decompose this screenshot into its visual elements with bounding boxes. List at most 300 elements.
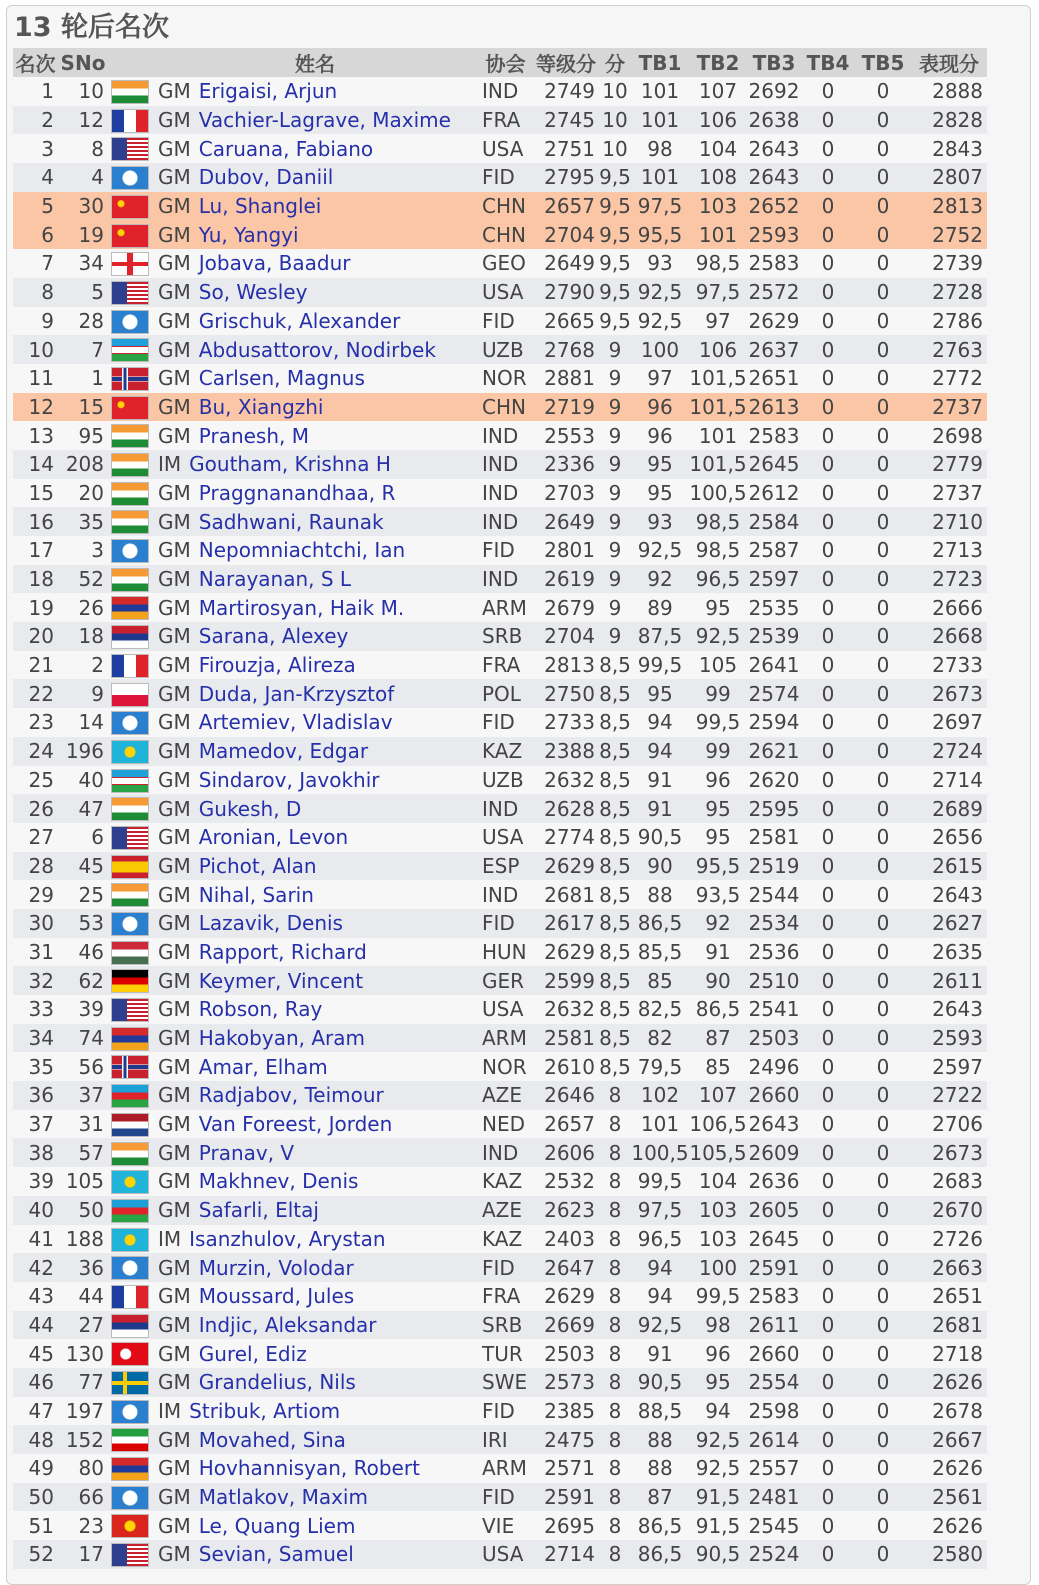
player-name-link[interactable]: Indjic, Aleksandar bbox=[198, 1312, 377, 1337]
column-header[interactable]: 名次 bbox=[13, 48, 58, 77]
federation-cell: AZE bbox=[478, 1196, 533, 1225]
flag-cell bbox=[108, 192, 152, 221]
rank-cell: 19 bbox=[13, 593, 58, 622]
flag-cell bbox=[108, 1511, 152, 1540]
player-cell bbox=[152, 278, 478, 307]
rating-cell: 2591 bbox=[533, 1483, 599, 1512]
federation-cell: TUR bbox=[478, 1339, 533, 1368]
tb5-cell: 0 bbox=[855, 307, 911, 336]
player-title: GM bbox=[158, 1284, 191, 1309]
rating-cell: 2669 bbox=[533, 1311, 599, 1340]
sno-cell: 80 bbox=[58, 1454, 108, 1483]
rating-cell: 2649 bbox=[533, 249, 599, 278]
tb4-cell: 0 bbox=[801, 536, 855, 565]
column-header[interactable]: SNo bbox=[58, 48, 108, 77]
tb5-cell: 0 bbox=[855, 679, 911, 708]
sno-cell: 46 bbox=[58, 938, 108, 967]
usa-flag bbox=[111, 826, 149, 850]
sno-cell: 56 bbox=[58, 1052, 108, 1081]
player-cell bbox=[152, 479, 478, 508]
sno-cell: 57 bbox=[58, 1138, 108, 1167]
player-name-link[interactable]: Nihal, Sarin bbox=[198, 882, 314, 907]
kazakhstan-flag bbox=[111, 740, 149, 764]
tb4-cell: 0 bbox=[801, 966, 855, 995]
table-row[interactable] bbox=[13, 450, 987, 479]
turkey-flag bbox=[111, 1342, 149, 1366]
flag-cell bbox=[108, 708, 152, 737]
tb5-cell: 0 bbox=[855, 364, 911, 393]
tb5-cell: 0 bbox=[855, 622, 911, 651]
tb1-cell: 101 bbox=[631, 163, 689, 192]
rating-cell: 2336 bbox=[533, 450, 599, 479]
player-name-link[interactable]: Artemiev, Vladislav bbox=[198, 710, 393, 735]
tb5-cell: 0 bbox=[855, 1397, 911, 1426]
rating-cell: 2617 bbox=[533, 909, 599, 938]
federation-cell: KAZ bbox=[478, 737, 533, 766]
tb5-cell: 0 bbox=[855, 1225, 911, 1254]
table-row[interactable] bbox=[13, 909, 987, 938]
table-row[interactable] bbox=[13, 1167, 987, 1196]
norway-flag bbox=[111, 1055, 149, 1079]
performance-cell: 2670 bbox=[911, 1196, 987, 1225]
column-header[interactable] bbox=[108, 48, 152, 77]
player-title: GM bbox=[158, 108, 191, 133]
player-title: IM bbox=[158, 1398, 182, 1423]
table-row[interactable] bbox=[13, 708, 987, 737]
performance-cell: 2763 bbox=[911, 335, 987, 364]
tb2-cell: 101,5 bbox=[689, 364, 747, 393]
column-header[interactable]: TB3 bbox=[747, 48, 801, 77]
tb3-cell: 2612 bbox=[747, 479, 801, 508]
rating-cell: 2795 bbox=[533, 163, 599, 192]
tb4-cell: 0 bbox=[801, 909, 855, 938]
flag-cell bbox=[108, 1540, 152, 1569]
tb3-cell: 2611 bbox=[747, 1311, 801, 1340]
table-row[interactable] bbox=[13, 1483, 987, 1512]
player-name-link[interactable]: Pichot, Alan bbox=[198, 853, 317, 878]
player-cell bbox=[152, 536, 478, 565]
player-name-link[interactable]: Aronian, Levon bbox=[198, 825, 349, 850]
federation-cell: SRB bbox=[478, 622, 533, 651]
player-name-link[interactable]: Safarli, Eltaj bbox=[198, 1198, 319, 1223]
player-name-link[interactable]: Makhnev, Denis bbox=[198, 1169, 359, 1194]
points-cell: 8 bbox=[599, 1253, 631, 1282]
points-cell: 9 bbox=[599, 450, 631, 479]
player-name-link[interactable]: Narayanan, S L bbox=[198, 567, 352, 592]
player-name-link[interactable]: Hakobyan, Aram bbox=[198, 1026, 365, 1051]
tb5-cell: 0 bbox=[855, 106, 911, 135]
player-name-link[interactable]: Gukesh, D bbox=[198, 796, 302, 821]
fide-flag bbox=[111, 912, 149, 936]
rating-cell: 2714 bbox=[533, 1540, 599, 1569]
points-cell: 8,5 bbox=[599, 794, 631, 823]
table-row[interactable] bbox=[13, 880, 987, 909]
sno-cell: 18 bbox=[58, 622, 108, 651]
federation-cell: UZB bbox=[478, 335, 533, 364]
table-row[interactable] bbox=[13, 507, 987, 536]
table-row[interactable] bbox=[13, 249, 987, 278]
player-name-link[interactable]: Duda, Jan-Krzysztof bbox=[198, 681, 395, 706]
player-name-link[interactable]: Radjabov, Teimour bbox=[198, 1083, 384, 1108]
fide-flag bbox=[111, 1486, 149, 1510]
federation-cell: POL bbox=[478, 679, 533, 708]
table-row[interactable] bbox=[13, 1511, 987, 1540]
tb3-cell: 2621 bbox=[747, 737, 801, 766]
table-row[interactable] bbox=[13, 823, 987, 852]
table-row[interactable] bbox=[13, 1454, 987, 1483]
player-name-link[interactable]: Lazavik, Denis bbox=[198, 911, 343, 936]
rank-cell: 35 bbox=[13, 1052, 58, 1081]
table-row[interactable] bbox=[13, 479, 987, 508]
tb3-cell: 2609 bbox=[747, 1138, 801, 1167]
column-header[interactable]: 姓名 bbox=[152, 48, 478, 77]
player-name-link[interactable]: Amar, Elham bbox=[198, 1054, 328, 1079]
tb3-cell: 2581 bbox=[747, 823, 801, 852]
performance-cell: 2724 bbox=[911, 737, 987, 766]
player-name-link[interactable]: Yu, Yangyi bbox=[198, 222, 299, 247]
table-row[interactable] bbox=[13, 593, 987, 622]
player-title: GM bbox=[158, 1485, 191, 1510]
tb3-cell: 2583 bbox=[747, 1282, 801, 1311]
player-name-link[interactable]: Keymer, Vincent bbox=[198, 968, 364, 993]
flag-cell bbox=[108, 1311, 152, 1340]
player-name-link[interactable]: Robson, Ray bbox=[198, 997, 323, 1022]
player-cell bbox=[152, 1483, 478, 1512]
tb2-cell: 98,5 bbox=[689, 507, 747, 536]
player-name-link[interactable]: Firouzja, Alireza bbox=[198, 653, 356, 678]
player-name-link[interactable]: Movahed, Sina bbox=[198, 1427, 346, 1452]
tb4-cell: 0 bbox=[801, 479, 855, 508]
rating-cell: 2475 bbox=[533, 1425, 599, 1454]
table-row[interactable] bbox=[13, 1138, 987, 1167]
tb5-cell: 0 bbox=[855, 1167, 911, 1196]
player-name-link[interactable]: Sadhwani, Raunak bbox=[198, 509, 384, 534]
points-cell: 8,5 bbox=[599, 852, 631, 881]
flag-cell bbox=[108, 1253, 152, 1282]
table-row[interactable] bbox=[13, 421, 987, 450]
player-title: GM bbox=[158, 1370, 191, 1395]
table-row[interactable] bbox=[13, 220, 987, 249]
rank-cell: 40 bbox=[13, 1196, 58, 1225]
tb1-cell: 90,5 bbox=[631, 1368, 689, 1397]
tb1-cell: 87,5 bbox=[631, 622, 689, 651]
tb2-cell: 103 bbox=[689, 1225, 747, 1254]
tb3-cell: 2594 bbox=[747, 708, 801, 737]
tb3-cell: 2572 bbox=[747, 278, 801, 307]
table-row[interactable] bbox=[13, 565, 987, 594]
player-cell bbox=[152, 364, 478, 393]
player-name-link[interactable]: Carlsen, Magnus bbox=[198, 366, 365, 391]
tb1-cell: 85 bbox=[631, 966, 689, 995]
player-name-link[interactable]: Grischuk, Alexander bbox=[198, 308, 401, 333]
player-name-link[interactable]: Sarana, Alexey bbox=[198, 624, 349, 649]
performance-cell: 2683 bbox=[911, 1167, 987, 1196]
player-name-link[interactable]: Hovhannisyan, Robert bbox=[198, 1456, 420, 1481]
player-title: GM bbox=[158, 710, 191, 735]
player-name-link[interactable]: Bu, Xiangzhi bbox=[198, 394, 324, 419]
player-name-link[interactable]: Rapport, Richard bbox=[198, 939, 367, 964]
performance-cell: 2681 bbox=[911, 1311, 987, 1340]
table-row[interactable] bbox=[13, 737, 987, 766]
rating-cell: 2774 bbox=[533, 823, 599, 852]
player-cell bbox=[152, 1282, 478, 1311]
player-name-link[interactable]: Lu, Shanglei bbox=[198, 194, 322, 219]
tb2-cell: 105,5 bbox=[689, 1138, 747, 1167]
table-row[interactable] bbox=[13, 106, 987, 135]
federation-cell: NOR bbox=[478, 364, 533, 393]
tb5-cell: 0 bbox=[855, 249, 911, 278]
table-row[interactable] bbox=[13, 1196, 987, 1225]
tb1-cell: 101 bbox=[631, 77, 689, 106]
armenia-flag bbox=[111, 596, 149, 620]
rating-cell: 2581 bbox=[533, 1024, 599, 1053]
player-name-link[interactable]: Murzin, Volodar bbox=[198, 1255, 354, 1280]
rating-cell: 2657 bbox=[533, 192, 599, 221]
federation-cell: FID bbox=[478, 1253, 533, 1282]
table-row[interactable] bbox=[13, 77, 987, 106]
federation-cell: FRA bbox=[478, 106, 533, 135]
tb3-cell: 2544 bbox=[747, 880, 801, 909]
tb2-cell: 99 bbox=[689, 679, 747, 708]
player-title: GM bbox=[158, 939, 191, 964]
tb4-cell: 0 bbox=[801, 593, 855, 622]
table-row[interactable] bbox=[13, 1052, 987, 1081]
sno-cell: 197 bbox=[58, 1397, 108, 1426]
table-row[interactable] bbox=[13, 651, 987, 680]
table-row[interactable] bbox=[13, 163, 987, 192]
table-row[interactable] bbox=[13, 1540, 987, 1569]
player-cell bbox=[152, 593, 478, 622]
table-row[interactable] bbox=[13, 192, 987, 221]
rating-cell: 2629 bbox=[533, 938, 599, 967]
column-header[interactable]: TB4 bbox=[801, 48, 855, 77]
france-flag bbox=[111, 1285, 149, 1309]
player-name-link[interactable]: Mamedov, Edgar bbox=[198, 739, 369, 764]
column-header[interactable]: TB5 bbox=[855, 48, 911, 77]
flag-cell bbox=[108, 249, 152, 278]
flag-cell bbox=[108, 1110, 152, 1139]
player-name-link[interactable]: Nepomniachtchi, Ian bbox=[198, 538, 406, 563]
table-row[interactable] bbox=[13, 1081, 987, 1110]
performance-cell: 2643 bbox=[911, 880, 987, 909]
india-flag bbox=[111, 510, 149, 534]
rating-cell: 2881 bbox=[533, 364, 599, 393]
player-name-link[interactable]: Matlakov, Maxim bbox=[198, 1485, 368, 1510]
player-cell bbox=[152, 909, 478, 938]
column-header[interactable]: 表现分 bbox=[911, 48, 987, 77]
table-row[interactable] bbox=[13, 766, 987, 795]
player-name-link[interactable]: Pranav, V bbox=[198, 1140, 295, 1165]
points-cell: 8 bbox=[599, 1225, 631, 1254]
performance-cell: 2689 bbox=[911, 794, 987, 823]
tb5-cell: 0 bbox=[855, 1311, 911, 1340]
tb4-cell: 0 bbox=[801, 220, 855, 249]
federation-cell: USA bbox=[478, 134, 533, 163]
table-row[interactable] bbox=[13, 679, 987, 708]
table-row[interactable] bbox=[13, 536, 987, 565]
player-cell bbox=[152, 938, 478, 967]
netherlands-flag bbox=[111, 1113, 149, 1137]
points-cell: 9 bbox=[599, 536, 631, 565]
flag-cell bbox=[108, 1138, 152, 1167]
page-title: 13 轮后名次 bbox=[14, 12, 169, 43]
table-row[interactable] bbox=[13, 335, 987, 364]
player-name-link[interactable]: Gurel, Ediz bbox=[198, 1341, 307, 1366]
player-cell bbox=[152, 507, 478, 536]
table-row[interactable] bbox=[13, 966, 987, 995]
player-title: GM bbox=[158, 1255, 191, 1280]
table-row[interactable] bbox=[13, 1253, 987, 1282]
player-name-link[interactable]: Stribuk, Artiom bbox=[189, 1398, 341, 1423]
sno-cell: 62 bbox=[58, 966, 108, 995]
tb4-cell: 0 bbox=[801, 1138, 855, 1167]
performance-cell: 2673 bbox=[911, 679, 987, 708]
tb5-cell: 0 bbox=[855, 593, 911, 622]
table-row[interactable] bbox=[13, 1110, 987, 1139]
tb4-cell: 0 bbox=[801, 823, 855, 852]
table-row[interactable] bbox=[13, 393, 987, 422]
tb1-cell: 79,5 bbox=[631, 1052, 689, 1081]
player-name-link[interactable]: Erigaisi, Arjun bbox=[198, 79, 338, 104]
table-row[interactable] bbox=[13, 1282, 987, 1311]
player-name-link[interactable]: Grandelius, Nils bbox=[198, 1370, 356, 1395]
tb2-cell: 103 bbox=[689, 1196, 747, 1225]
flag-cell bbox=[108, 1081, 152, 1110]
rank-cell: 11 bbox=[13, 364, 58, 393]
fide-flag bbox=[111, 539, 149, 563]
rank-cell: 34 bbox=[13, 1024, 58, 1053]
tb2-cell: 91 bbox=[689, 938, 747, 967]
player-name-link[interactable]: Goutham, Krishna H bbox=[189, 452, 391, 477]
player-name-link[interactable]: Moussard, Jules bbox=[198, 1284, 355, 1309]
kazakhstan-flag bbox=[111, 1170, 149, 1194]
player-name-link[interactable]: Jobava, Baadur bbox=[198, 251, 351, 276]
tb2-cell: 96 bbox=[689, 766, 747, 795]
player-cell bbox=[152, 393, 478, 422]
player-name-link[interactable]: Vachier-Lagrave, Maxime bbox=[198, 108, 451, 133]
player-name-link[interactable]: Dubov, Daniil bbox=[198, 165, 334, 190]
rank-cell: 2 bbox=[13, 106, 58, 135]
player-title: GM bbox=[158, 1026, 191, 1051]
federation-cell: IND bbox=[478, 794, 533, 823]
tb4-cell: 0 bbox=[801, 278, 855, 307]
player-name-link[interactable]: Abdusattorov, Nodirbek bbox=[198, 337, 436, 362]
table-row[interactable] bbox=[13, 1024, 987, 1053]
flag-cell bbox=[108, 134, 152, 163]
player-cell bbox=[152, 995, 478, 1024]
tb1-cell: 96 bbox=[631, 393, 689, 422]
player-title: GM bbox=[158, 79, 191, 104]
federation-cell: ARM bbox=[478, 1024, 533, 1053]
player-name-link[interactable]: So, Wesley bbox=[198, 280, 308, 305]
rating-cell: 2573 bbox=[533, 1368, 599, 1397]
tb3-cell: 2496 bbox=[747, 1052, 801, 1081]
column-header[interactable]: 等级分 bbox=[533, 48, 599, 77]
flag-cell bbox=[108, 1483, 152, 1512]
player-name-link[interactable]: Le, Quang Liem bbox=[198, 1513, 356, 1538]
player-name-link[interactable]: Caruana, Fabiano bbox=[198, 136, 374, 161]
hungary-flag bbox=[111, 941, 149, 965]
rating-cell: 2403 bbox=[533, 1225, 599, 1254]
federation-cell: FRA bbox=[478, 651, 533, 680]
table-row[interactable] bbox=[13, 622, 987, 651]
table-row[interactable] bbox=[13, 1339, 987, 1368]
tb1-cell: 86,5 bbox=[631, 1540, 689, 1569]
table-row[interactable] bbox=[13, 995, 987, 1024]
column-header[interactable]: 协会 bbox=[478, 48, 533, 77]
performance-cell: 2813 bbox=[911, 192, 987, 221]
player-cell bbox=[152, 335, 478, 364]
table-row[interactable] bbox=[13, 1425, 987, 1454]
points-cell: 8 bbox=[599, 1167, 631, 1196]
table-row[interactable] bbox=[13, 364, 987, 393]
player-name-link[interactable]: Praggnanandhaa, R bbox=[198, 480, 396, 505]
federation-cell: GEO bbox=[478, 249, 533, 278]
player-name-link[interactable]: Isanzhulov, Arystan bbox=[189, 1226, 386, 1251]
table-row[interactable] bbox=[13, 1311, 987, 1340]
federation-cell: IRI bbox=[478, 1425, 533, 1454]
table-row[interactable] bbox=[13, 307, 987, 336]
points-cell: 8 bbox=[599, 1454, 631, 1483]
federation-cell: IND bbox=[478, 450, 533, 479]
column-header[interactable]: 分 bbox=[599, 48, 631, 77]
table-row[interactable] bbox=[13, 1225, 987, 1254]
rank-cell: 18 bbox=[13, 565, 58, 594]
sno-cell: 130 bbox=[58, 1339, 108, 1368]
player-name-link[interactable]: Van Foreest, Jorden bbox=[198, 1112, 393, 1137]
rank-cell: 52 bbox=[13, 1540, 58, 1569]
flag-cell bbox=[108, 651, 152, 680]
rank-cell: 24 bbox=[13, 737, 58, 766]
tb4-cell: 0 bbox=[801, 1253, 855, 1282]
tb2-cell: 97 bbox=[689, 307, 747, 336]
table-row[interactable] bbox=[13, 278, 987, 307]
china-flag bbox=[111, 224, 149, 248]
rating-cell: 2619 bbox=[533, 565, 599, 594]
tb2-cell: 101,5 bbox=[689, 393, 747, 422]
player-name-link[interactable]: Martirosyan, Haik M. bbox=[198, 595, 405, 620]
tb1-cell: 91 bbox=[631, 794, 689, 823]
table-row[interactable] bbox=[13, 1397, 987, 1426]
player-name-link[interactable]: Pranesh, M bbox=[198, 423, 309, 448]
sno-cell: 2 bbox=[58, 651, 108, 680]
rank-cell: 33 bbox=[13, 995, 58, 1024]
federation-cell: USA bbox=[478, 823, 533, 852]
rank-cell: 13 bbox=[13, 421, 58, 450]
column-header[interactable]: TB1 bbox=[631, 48, 689, 77]
player-name-link[interactable]: Sevian, Samuel bbox=[198, 1542, 354, 1567]
player-title: GM bbox=[158, 681, 191, 706]
table-row[interactable] bbox=[13, 1368, 987, 1397]
table-row[interactable] bbox=[13, 134, 987, 163]
player-title: GM bbox=[158, 1169, 191, 1194]
player-cell bbox=[152, 1339, 478, 1368]
table-row[interactable] bbox=[13, 938, 987, 967]
table-row[interactable] bbox=[13, 852, 987, 881]
tb2-cell: 95,5 bbox=[689, 852, 747, 881]
player-cell bbox=[152, 794, 478, 823]
tb1-cell: 99,5 bbox=[631, 651, 689, 680]
points-cell: 8 bbox=[599, 1483, 631, 1512]
column-header[interactable]: TB2 bbox=[689, 48, 747, 77]
rating-cell: 2628 bbox=[533, 794, 599, 823]
flag-cell bbox=[108, 966, 152, 995]
rank-cell: 27 bbox=[13, 823, 58, 852]
rank-cell: 32 bbox=[13, 966, 58, 995]
germany-flag bbox=[111, 969, 149, 993]
player-name-link[interactable]: Sindarov, Javokhir bbox=[198, 767, 380, 792]
table-row[interactable] bbox=[13, 794, 987, 823]
